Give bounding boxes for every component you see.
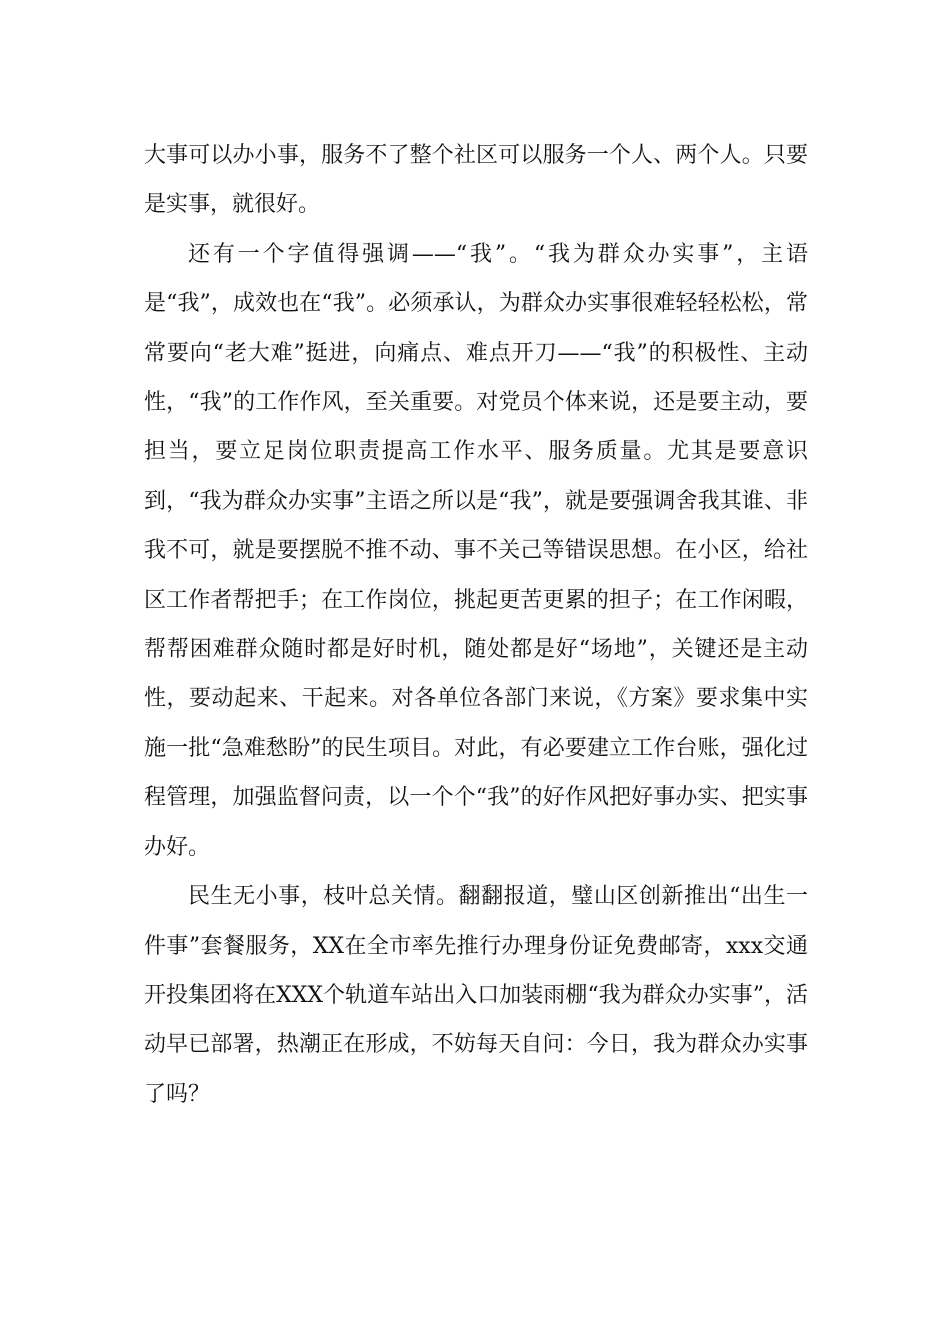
paragraph-2: 还有一个字值得强调——“我”。“我为群众办实事”，主语是“我”，成效也在“我”。必须承认，为群众办实事很难轻轻松松，常常要向“老大难”挺进，向痛点、难点开刀——“我”的积极性、主动性，“我”的工作作风，至关重要。对党员个体来说，还是要主动，要担当，要立足岗位职责提高工作水平、服务质量。尤其是要意识到，“我为群众办实事”主语之所以是“我”，就是要强调舍我其谁、非我不可，就是要摆脱不推不动、事不关己等错误思想。在小区，给社区工作者帮把手；在工作岗位，挑起更苦更累的担子；在工作闲暇，帮帮困难群众随时都是好时机，随处都是好“场地”，关键还是主动性，要动起来、干起来。对各单位各部门来说，《方案》要求集中实施一批“急难愁盼”的民生项目。对此，有必要建立工作台账，强化过程管理，加强监督问责，以一个个“我”的好作风把好事办实、把实事办好。 <box>144 241 808 860</box>
paragraph-1: 大事可以办小事，服务不了整个社区可以服务一个人、两个人。只要是实事，就很好。 <box>144 143 808 218</box>
paragraph-3: 民生无小事，枝叶总关情。翻翻报道，璧山区创新推出“出生一件事”套餐服务，XX在全市率先推行办理身份证免费邮寄，xxx交通开投集团将在XXX个轨道车站出入口加装雨棚“我为群众办实事”，活动早已部署，热潮正在形成，不妨每天自问：今日，我为群众办实事了吗？ <box>144 884 808 1107</box>
document-body <box>144 131 808 1119</box>
